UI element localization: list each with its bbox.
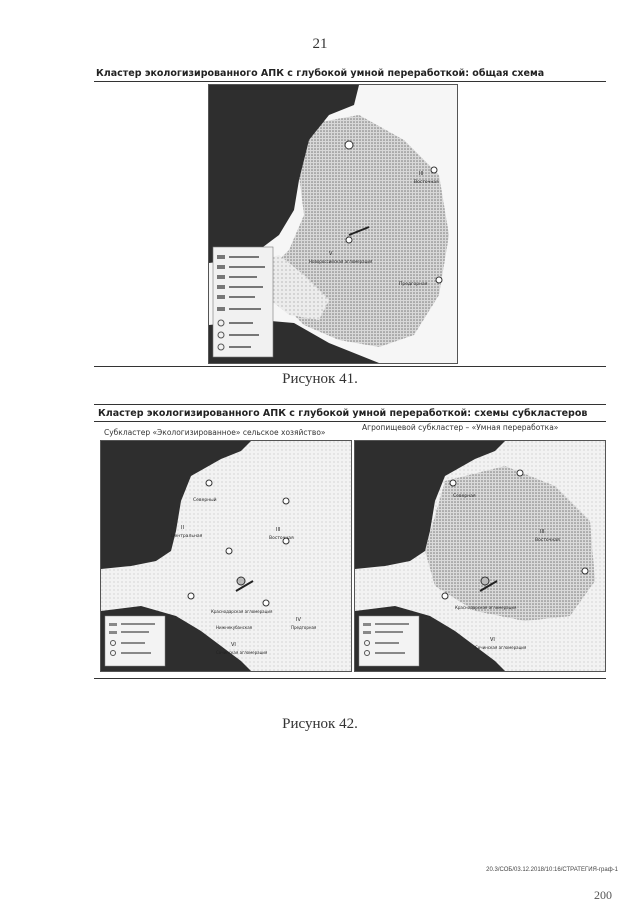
figure-42-left-subtitle: Субкластер «Экологизированное» сельское хозяйство» bbox=[104, 428, 326, 437]
figure-42-left-map bbox=[100, 440, 352, 672]
figure-42-right-subtitle: Агропищевой субкластер – «Умная переработка» bbox=[362, 423, 559, 432]
label-city-V: Новороссийская агломерация bbox=[309, 259, 373, 264]
label-city-krasnodar: Краснодарская агломерация bbox=[455, 605, 517, 610]
figure-42-caption: Рисунок 42. bbox=[282, 716, 358, 732]
label-city-III: Восточная bbox=[535, 538, 560, 543]
figure-42-bottom-rule bbox=[94, 678, 606, 679]
figure-42-right-map bbox=[354, 440, 606, 672]
figure-42-title: Кластер экологизированного АПК с глубокой умной переработкой: схемы субкластеров bbox=[98, 408, 588, 419]
label-region-III: III bbox=[419, 171, 424, 177]
label-city-IV: Предгорная bbox=[291, 625, 317, 630]
figure-41-map bbox=[208, 84, 458, 364]
label-city-III: Восточная bbox=[269, 536, 294, 541]
label-north: Северная bbox=[453, 494, 476, 499]
label-region-VI: VI bbox=[490, 637, 495, 643]
corner-page-number: 200 bbox=[594, 888, 612, 902]
label-city-II: Центральная bbox=[171, 534, 203, 539]
label-city-krasnodar: Краснодарская агломерация bbox=[211, 609, 273, 614]
figure-42-top-rule bbox=[94, 404, 606, 405]
label-region-VI: VI bbox=[231, 642, 236, 648]
label-region-II: II bbox=[181, 525, 184, 531]
figure-41-caption: Рисунок 41. bbox=[282, 371, 358, 387]
label-city-VI: Сочинская агломерация bbox=[475, 645, 527, 650]
label-region-IV: IV bbox=[296, 617, 301, 623]
legend bbox=[213, 247, 273, 357]
label-city-VI: Сочинская агломерация bbox=[216, 650, 268, 655]
page-number: 21 bbox=[312, 36, 328, 52]
figure-42-title-rule bbox=[94, 421, 606, 422]
label-region-III: III bbox=[276, 527, 281, 533]
label-region-V: V bbox=[329, 251, 333, 257]
figure-41-title: Кластер экологизированного АПК с глубокой умной переработкой: общая схема bbox=[96, 68, 545, 79]
label-region-III: III bbox=[540, 529, 545, 535]
label-city-III: Восточная bbox=[414, 180, 439, 185]
figure-41-bottom-rule bbox=[94, 366, 606, 367]
label-north: Северный bbox=[193, 498, 217, 503]
footer-stamp: 20.3/СОБ/03.12.2018/10:16/СТРАТЕГИЯ-граф-1 bbox=[486, 867, 618, 873]
label-city-nizhnekubanskaya: Нижнекубанская bbox=[216, 625, 253, 630]
label-city-IV: Предгорная bbox=[399, 282, 428, 287]
figure-41-top-rule bbox=[94, 81, 606, 82]
